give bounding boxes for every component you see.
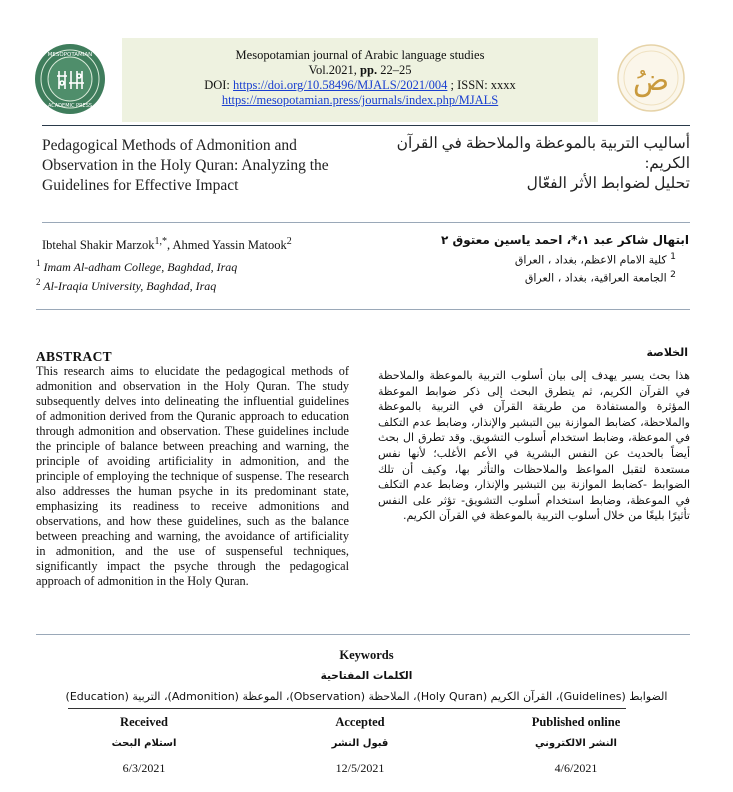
arabic-abstract-heading: الخلاصة (646, 346, 688, 359)
keywords-list: الضوابط (Guidelines)، القرآن الكريم (Holy Quran)، الملاحظة (Observation)، الموعظة (Admonition)، التربية (Education) (65, 690, 668, 703)
received-label-arabic: استلام البحث (111, 738, 177, 749)
aff-en-1-text: Imam Al-adham College, Baghdad, Iraq (43, 260, 238, 274)
aff-en-1-num: 1 (36, 258, 41, 268)
logo-text-bottom: ACADEMIC PRESS (47, 103, 93, 109)
authors-arabic: ابتهال شاكر عبد ١،*، احمد ياسين معتوق ٢ (440, 233, 689, 247)
issn: ; ISSN: xxxx (447, 78, 516, 92)
received-date: 6/3/2021 (122, 761, 166, 775)
title-ar-line2: تحليل لضوابط الأثر الفعّال (526, 175, 690, 192)
aff-ar-2-text: الجامعة العراقية، بغداد ، العراق (524, 271, 667, 285)
keywords-heading-arabic: الكلمات المفتاحية (320, 670, 413, 682)
author-1-sup: 1,* (154, 236, 167, 247)
affiliation-en-2 (36, 277, 216, 294)
aff-ar-1-text: كلية الامام الاعظم، بغداد ، العراق (514, 253, 667, 267)
journal-name: Mesopotamian journal of Arabic language studies (235, 48, 485, 62)
author-1: Ibtehal Shakir Marzok (42, 238, 155, 253)
doi-link[interactable]: https://doi.org/10.58496/MJALS/2021/004 (233, 78, 448, 92)
title-english (42, 136, 342, 196)
accepted-date: 12/5/2021 (335, 761, 385, 775)
arabic-abstract-text: هذا بحث يسير يهدف إلى بيان أسلوب التربية بالموعظة والملاحظة في القرآن الكريم، ثم يتطرق البحث إلى ذكر ضوابط الموعظة المؤثرة والمستفادة من طريقة القرآن في التربية بالموعظة والملاحظة، كضابط الموازنة بين التبشير والإنذار، وضابط عدم التكلف في الموعظة، وضابط استخدام أسلوب التشويق. وقد تطرق ال بحث أيضاً بالحديث عن النفس البشرية في الأعم الأغلب؛ لأنها نفس مستعدة لتقبل المواعظ والملاحظات والتأثر بها، وكيف أن تلك الضوابط -كضابط الموازنة بين التبشير والإنذار، وضابط عدم التكلف في الموعظة، وضابط استخدام أسلوب التشويق- تؤثر على النفس تأثيرًا بليغًا من خلال أسلوب التربية بالموعظة في القرآن الكريم. (378, 369, 690, 523)
aff-ar-1-num: 1 (670, 251, 676, 262)
keywords-divider (68, 708, 626, 709)
pages-label: pp. (360, 63, 381, 77)
volume: Vol.2021, (308, 63, 361, 77)
title-arabic (370, 134, 690, 194)
published-label: Published online (531, 715, 621, 729)
aff-en-2-num: 2 (36, 277, 41, 287)
keywords-heading: Keywords (339, 648, 394, 662)
pages: 22–25 (380, 63, 412, 77)
aff-en-2-text: Al-Iraqia University, Baghdad, Iraq (43, 279, 217, 293)
affiliation-ar-1 (420, 251, 676, 267)
accepted-label-arabic: قبول النشر (331, 738, 389, 749)
received-label: Received (120, 715, 168, 729)
published-label-arabic: النشر الالكتروني (535, 738, 617, 749)
abstract-text: This research aims to elucidate the pedagogical methods of admonition and observation in the Holy Quran. The study subsequently delves into delineating the influential guidelines of admonition derived from the Quranic approach to education through admonition and observation. These guidelines include the principle of balance between preaching and warning, the principle of avoiding artificiality in admonition, and the principle of employing the technique of suspense. The research also addresses the human psyche in its predominant state, emphasizing its readiness to receive admonitions and observations, and how these guidelines, such as the balance between preaching and warning, the avoidance of artificiality in admonition, and the use of suspenseful techniques, significantly impact the psyche through the pedagogical approach of admonition in the Holy Quran. (36, 364, 349, 588)
title-ar-line1: أساليب التربية بالموعظة والملاحظة في القرآن الكريم: (396, 135, 690, 172)
affiliation-ar-2 (420, 269, 676, 285)
author-sep: , (166, 238, 173, 253)
title-en-line1: Pedagogical Methods of Admonition and (42, 137, 297, 154)
author-2: Ahmed Yassin Matook (172, 238, 287, 253)
publisher-logo (34, 43, 106, 115)
abstract-divider (36, 634, 690, 635)
authors-divider (36, 309, 690, 310)
authors-english (42, 236, 292, 253)
author-2-sup: 2 (286, 236, 292, 247)
title-en-line2: Observation in the Holy Quran: Analyzing the (42, 157, 329, 174)
header-divider (42, 125, 690, 126)
accepted-label: Accepted (335, 715, 385, 729)
title-en-line3: Guidelines for Effective Impact (42, 177, 239, 194)
abstract-heading: ABSTRACT (36, 349, 112, 364)
url-line (122, 93, 598, 108)
journal-logo (615, 40, 687, 116)
published-date: 4/6/2021 (554, 761, 598, 775)
volume-pages (122, 63, 598, 78)
affiliation-en-1 (36, 258, 237, 275)
doi-line (122, 78, 598, 93)
aff-ar-2-num: 2 (670, 269, 676, 280)
title-divider (42, 222, 690, 223)
journal-url-link[interactable]: https://mesopotamian.press/journals/index.php/MJALS (221, 93, 499, 107)
journal-info-box (122, 38, 598, 122)
doi-label: DOI: (204, 78, 234, 92)
logo-glyph: ضُ (632, 63, 670, 98)
logo-text-top: MESOPOTAMIAN (47, 52, 93, 58)
